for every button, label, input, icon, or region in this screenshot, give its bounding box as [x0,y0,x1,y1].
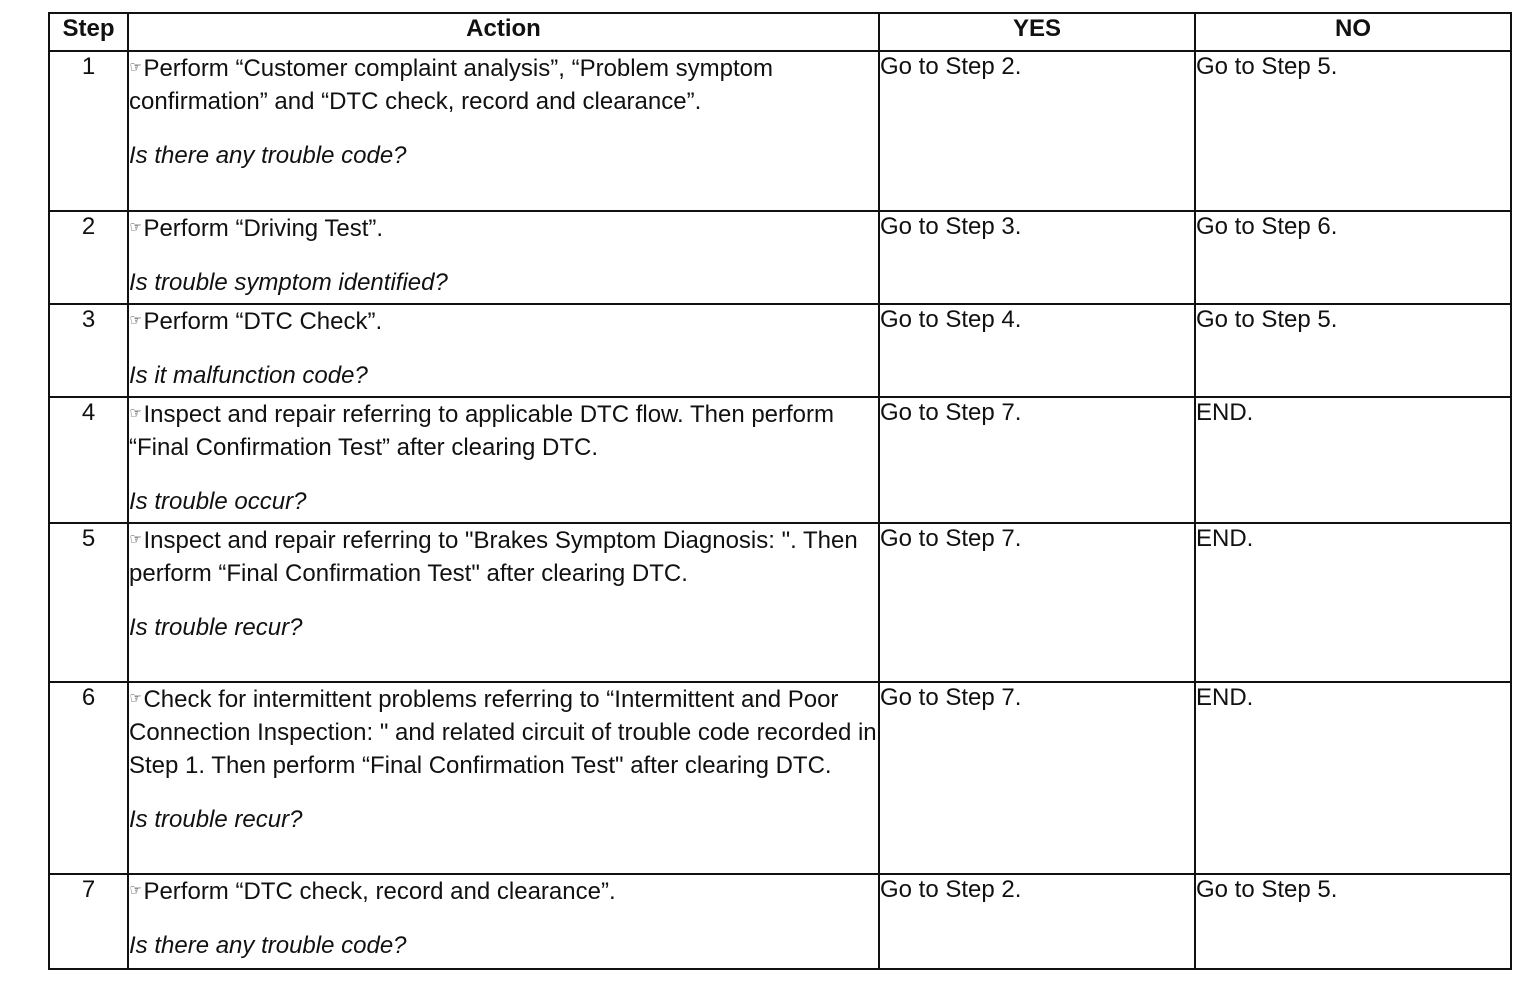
no-outcome: END. [1195,682,1511,874]
action-cell [128,51,879,211]
instruction-text: Inspect and repair referring to "Brakes Symptom Diagnosis: ". Then perform “Final Confirmation Test" after clearing DTC. [129,527,858,587]
pointing-hand-icon: ☞ [129,882,142,899]
step-number: 1 [49,51,128,211]
step-number: 3 [49,304,128,397]
yes-outcome: Go to Step 3. [879,211,1195,304]
column-header-action: Action [128,13,879,51]
table-row [49,874,1511,969]
question: Is trouble occur? [129,488,307,515]
diagnostic-flow-table [48,12,1512,970]
instruction-text: Perform “DTC Check”. [143,308,383,335]
action-cell [128,211,879,304]
column-header-no: NO [1195,13,1511,51]
instruction-text: Perform “Driving Test”. [143,215,384,242]
instruction-text: Perform “DTC check, record and clearance”. [143,878,616,905]
pointing-hand-icon: ☞ [129,312,142,329]
instruction [129,212,878,245]
pointing-hand-icon: ☞ [129,219,142,236]
table-row [49,51,1511,211]
question: Is trouble recur? [129,614,303,641]
instruction [129,683,878,782]
step-number: 2 [49,211,128,304]
action-cell [128,682,879,874]
question: Is there any trouble code? [129,142,407,169]
yes-outcome: Go to Step 4. [879,304,1195,397]
table-header [49,13,1511,51]
instruction-text: Check for intermittent problems referring to “Intermittent and Poor Connection Inspection: " and related circuit of trouble code recorded in Step 1. Then perform “Final Confirmation Test" after clearing DTC. [129,686,877,779]
pointing-hand-icon: ☞ [129,405,142,422]
action-cell [128,304,879,397]
no-outcome: END. [1195,397,1511,523]
question: Is trouble recur? [129,806,303,833]
table-row [49,304,1511,397]
action-cell [128,523,879,682]
instruction [129,398,878,464]
action-cell [128,874,879,969]
step-number: 5 [49,523,128,682]
column-header-step: Step [49,13,128,51]
question: Is trouble symptom identified? [129,269,448,296]
no-outcome: Go to Step 5. [1195,304,1511,397]
table-row [49,682,1511,874]
column-header-yes: YES [879,13,1195,51]
question: Is it malfunction code? [129,362,368,389]
pointing-hand-icon: ☞ [129,690,142,707]
yes-outcome: Go to Step 7. [879,682,1195,874]
question: Is there any trouble code? [129,932,407,959]
table-row [49,397,1511,523]
yes-outcome: Go to Step 7. [879,523,1195,682]
instruction [129,875,878,908]
instruction-text: Perform “Customer complaint analysis”, “Problem symptom confirmation” and “DTC check, record and clearance”. [129,55,773,115]
no-outcome: END. [1195,523,1511,682]
no-outcome: Go to Step 6. [1195,211,1511,304]
instruction [129,305,878,338]
pointing-hand-icon: ☞ [129,531,142,548]
table-row [49,523,1511,682]
table-body [49,51,1511,969]
table-row [49,211,1511,304]
instruction [129,52,878,118]
step-number: 6 [49,682,128,874]
instruction [129,524,878,590]
yes-outcome: Go to Step 2. [879,874,1195,969]
action-cell [128,397,879,523]
yes-outcome: Go to Step 2. [879,51,1195,211]
no-outcome: Go to Step 5. [1195,51,1511,211]
yes-outcome: Go to Step 7. [879,397,1195,523]
pointing-hand-icon: ☞ [129,59,142,76]
header-row [49,13,1511,51]
instruction-text: Inspect and repair referring to applicable DTC flow. Then perform “Final Confirmation Test” after clearing DTC. [129,401,835,461]
no-outcome: Go to Step 5. [1195,874,1511,969]
step-number: 4 [49,397,128,523]
step-number: 7 [49,874,128,969]
